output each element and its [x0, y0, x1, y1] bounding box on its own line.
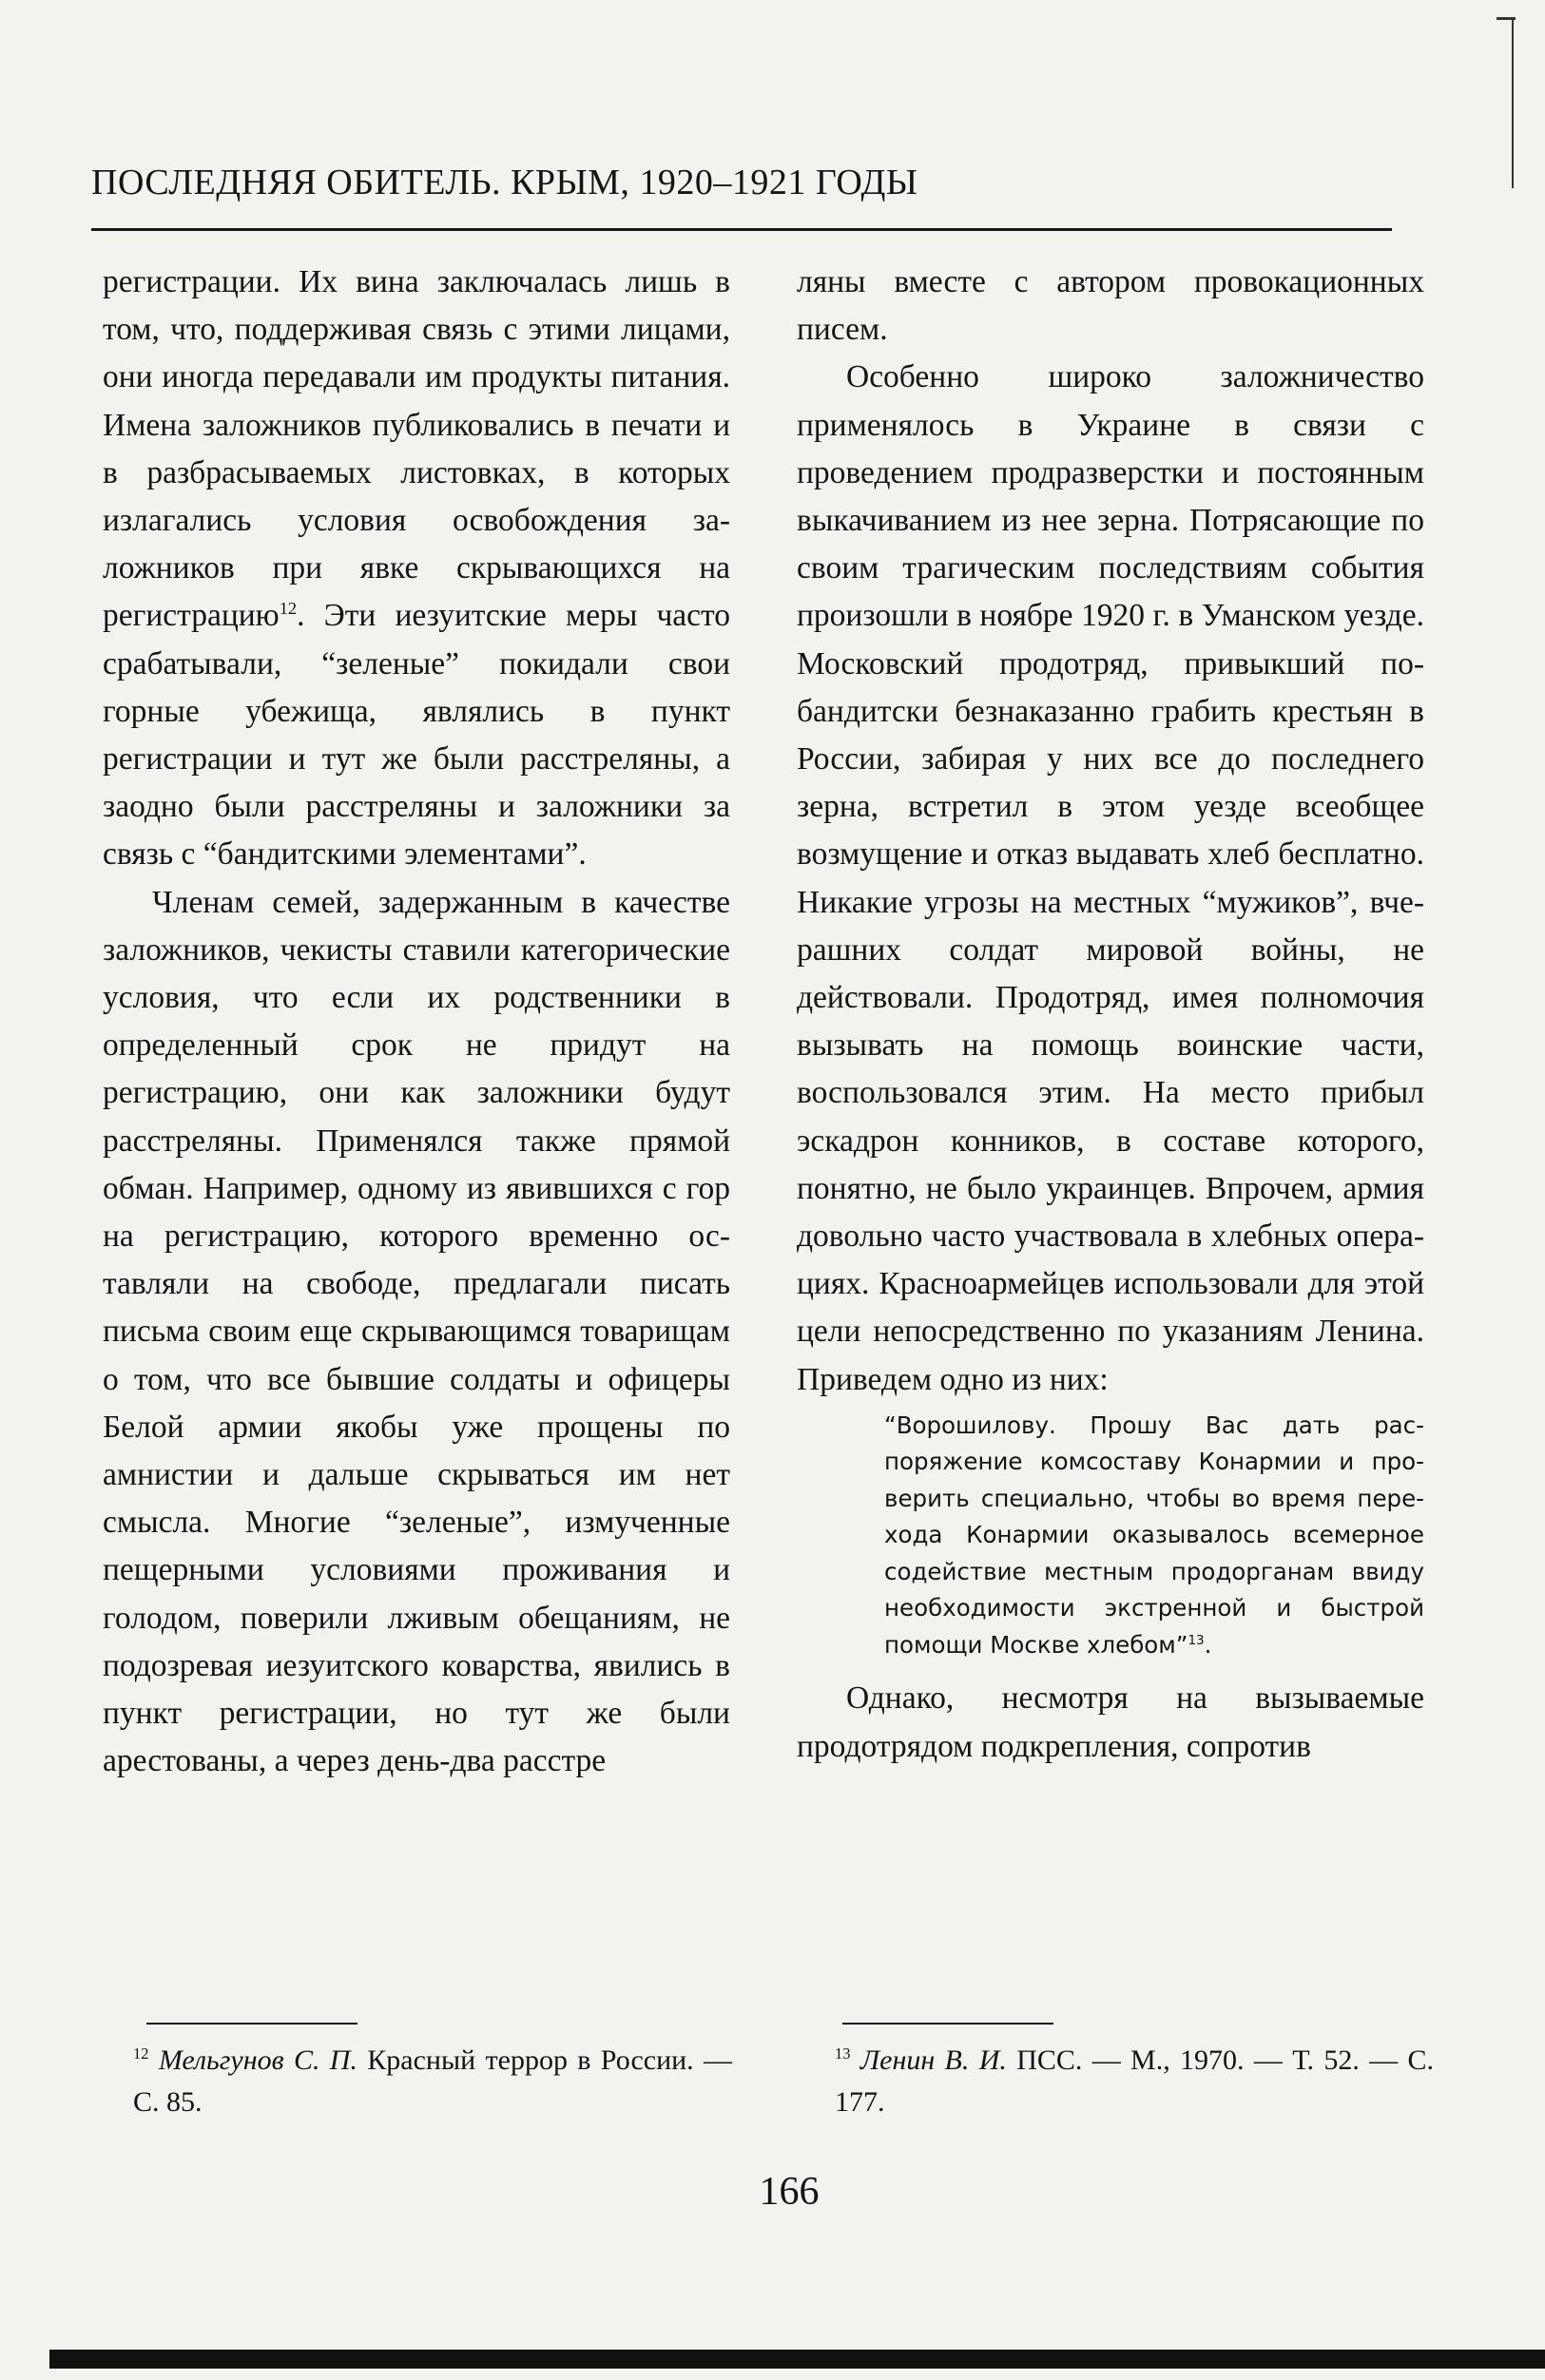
- footnote-12: [133, 2040, 732, 2123]
- header-rule: [91, 228, 1392, 231]
- text-run: регистрации. Их вина заключалась лишь в том, что, поддерживая связь с этими лицами, они иногда передавали им продукты питания. Имена заложников публиковались в печати и в разбрасываемых листовках, в которых излагались условия освобождения заложников при явке скрывающихся на регистрацию: [103, 264, 730, 634]
- footnote-author: Ленин В. И.: [859, 2044, 1007, 2076]
- footnote-ref: 12: [279, 599, 298, 619]
- paragraph: Членам семей, задержанным в качестве заложников, чекисты ставили категорические условия, что если их родственники в определенный срок не придут на регистрацию, они как заложники будут расстреляны. Применялся также прямой обман. Например, одному из явившихся с гор на регистрацию, которого временно оставляли на свободе, предлагали писать письма своим еще скрывающимся товарищам о том, что все бывшие солдаты и офицеры Белой армии якобы уже прощены по амнистии и дальше скрываться им нет смысла. Многие “зеленые”, измученные пещерными условиями проживания и голодом, поверили лживым обещаниям, не подозревая иезуитского коварства, явились в пункт регистрации, но тут же были арестованы, а через день-два расстре: [103, 884, 730, 1779]
- footnote-number: 12: [133, 2044, 149, 2063]
- text-run: . Эти иезуитские меры часто срабатывали, “зеленые” покидали свои горные убежища, являлись в пункт регистрации и тут же были расстреляны, а заодно были расстреляны и заложники за связь с “бандитскими элементами”.: [103, 598, 730, 873]
- quote-text: “Ворошилову. Прошу Вас дать распоряжение комсоставу Конармии и проверить специально, чтобы во время перехода Конармии оказывалось всемерное содействие местным продорганам ввиду необходимости экстренной и быстрой помощи Москве хлебом”: [884, 1411, 1424, 1659]
- left-column: [103, 259, 730, 1786]
- footnote-text: Красный террор в России. — С. 85.: [133, 2044, 733, 2118]
- footnote-text: ПСС. — М., 1970. — Т. 52. — С. 177.: [835, 2044, 1434, 2118]
- block-quote: [884, 1408, 1424, 1664]
- footnote-number: 13: [835, 2044, 851, 2063]
- page-number: 166: [759, 2170, 820, 2214]
- paragraph: [103, 259, 730, 879]
- scan-edge-mark: [1512, 17, 1514, 188]
- paragraph: Однако, несмотря на вызываемые продотрядом подкрепления, сопротив: [797, 1680, 1424, 1764]
- footnote-13: [835, 2040, 1434, 2123]
- footnote-rule: [842, 2023, 1053, 2025]
- running-title: ПОСЛЕДНЯЯ ОБИТЕЛЬ. КРЫМ, 1920–1921 ГОДЫ: [91, 163, 918, 202]
- paragraph: ляны вместе с автором провокационных писем.: [797, 264, 1424, 348]
- paragraph: Особенно широко заложничество применялось в Украине в связи с проведением продразверстки и постоянным выкачиванием из нее зерна. Потрясающие по своим трагическим последствиям события произошли в ноябре 1920 г. в Уманском уезде. Московский продотряд, привыкший по-бандитски безнаказанно грабить крестьян в России, забирая у них все до последнего зерна, встретил в этом уезде всеобщее возмущение и отказ выдавать хлеб бесплатно. Никакие угрозы на местных “мужиков”, вчерашних солдат мировой войны, не действовали. Продотряд, имея полномочия вызывать на помощь воинские части, воспользовался этим. На место прибыл эскадрон конников, в составе которого, понятно, не было украинцев. Впрочем, армия довольно часто участвовала в хлебных операциях. Красноармейцев использовали для этой цели непосредственно по указаниям Ленина. Приведем одно из них:: [797, 359, 1424, 1397]
- scan-corner-mark: [1497, 17, 1516, 20]
- footnote-ref: 13: [1188, 1632, 1205, 1648]
- footnote-rule: [146, 2023, 357, 2025]
- scan-shadow-bar: [49, 2350, 1545, 2369]
- footnote-author: Мельгунов С. П.: [158, 2044, 357, 2076]
- quote-end: .: [1204, 1630, 1212, 1659]
- right-column: [797, 259, 1424, 1771]
